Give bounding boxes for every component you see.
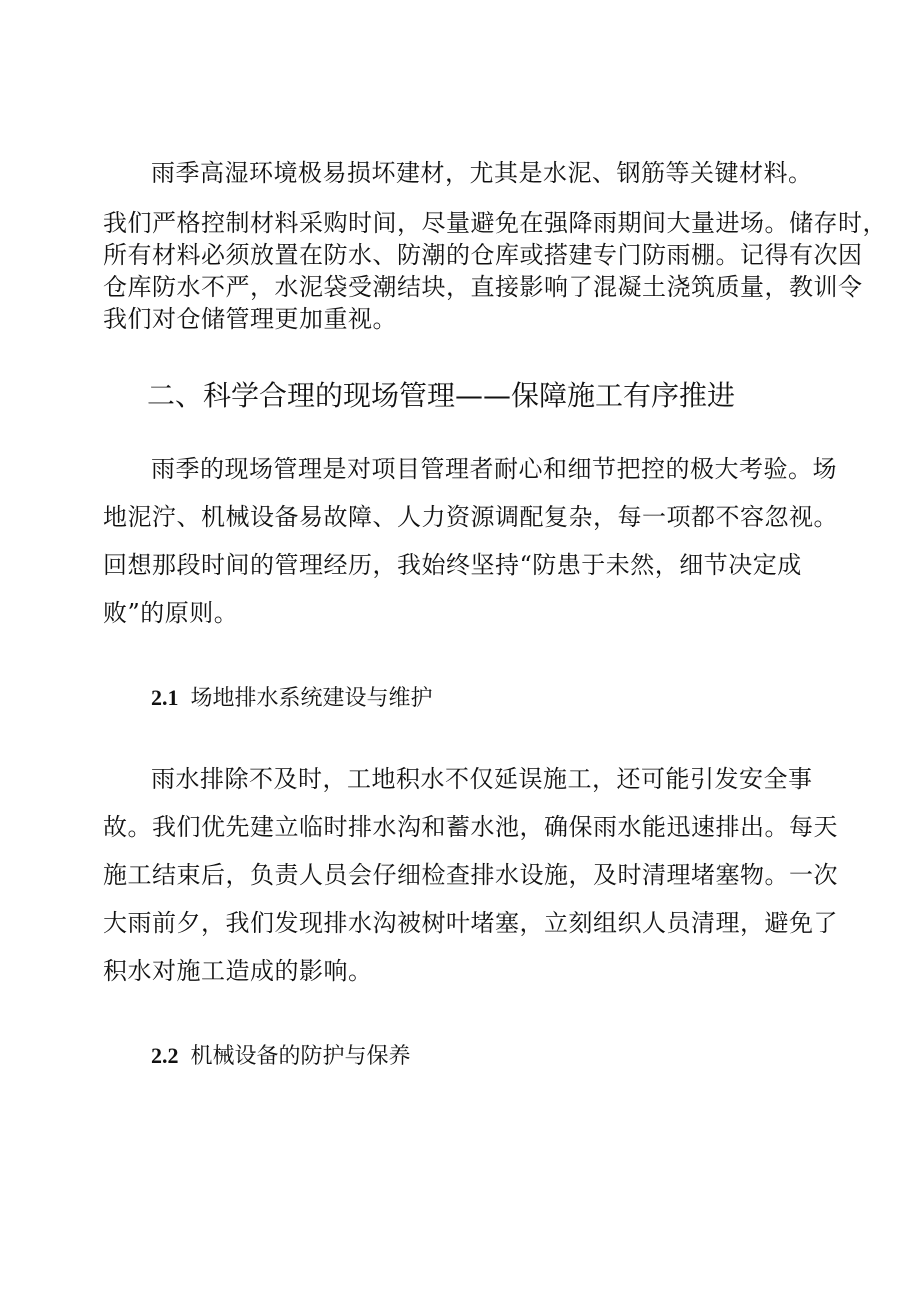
sub21-para-line-2: 故。我们优先建立临时排水沟和蓄水池，确保雨水能迅速排出。每天	[103, 813, 838, 841]
subheading-2-2	[151, 1040, 411, 1073]
section-para-line-2: 地泥泞、机械设备易故障、人力资源调配复杂，每一项都不容忽视。	[103, 503, 838, 531]
intro-line-5: 我们对仓储管理更加重视。	[103, 305, 397, 333]
section-para-line-1: 雨季的现场管理是对项目管理者耐心和细节把控的极大考验。场	[151, 455, 837, 483]
subheading-2-2-title: 机械设备的防护与保养	[190, 1044, 411, 1069]
section-heading: 二、科学合理的现场管理——保障施工有序推进	[147, 379, 736, 412]
intro-line-3: 所有材料必须放置在防水、防潮的仓库或搭建专门防雨棚。记得有次因	[103, 241, 863, 269]
subheading-2-2-number: 2.2	[151, 1043, 179, 1068]
sub21-para-line-4: 大雨前夕，我们发现排水沟被树叶堵塞，立刻组织人员清理，避免了	[103, 909, 838, 937]
intro-line-1: 雨季高湿环境极易损坏建材，尤其是水泥、钢筋等关键材料。	[151, 159, 813, 187]
subheading-2-1	[151, 682, 433, 715]
intro-line-4: 仓库防水不严，水泥袋受潮结块，直接影响了混凝土浇筑质量，教训令	[103, 273, 863, 301]
subheading-2-1-number: 2.1	[151, 685, 179, 710]
section-para-line-4: 败”的原则。	[103, 599, 239, 627]
intro-line-2: 我们严格控制材料采购时间，尽量避免在强降雨期间大量进场。储存时，	[103, 209, 887, 237]
sub21-para-line-3: 施工结束后，负责人员会仔细检查排水设施，及时清理堵塞物。一次	[103, 861, 838, 889]
sub21-para-line-1: 雨水排除不及时，工地积水不仅延误施工，还可能引发安全事	[151, 765, 813, 793]
subheading-2-1-title: 场地排水系统建设与维护	[190, 686, 433, 711]
sub21-para-line-5: 积水对施工造成的影响。	[103, 957, 373, 985]
section-para-line-3: 回想那段时间的管理经历，我始终坚持“防患于未然，细节决定成	[103, 551, 802, 579]
